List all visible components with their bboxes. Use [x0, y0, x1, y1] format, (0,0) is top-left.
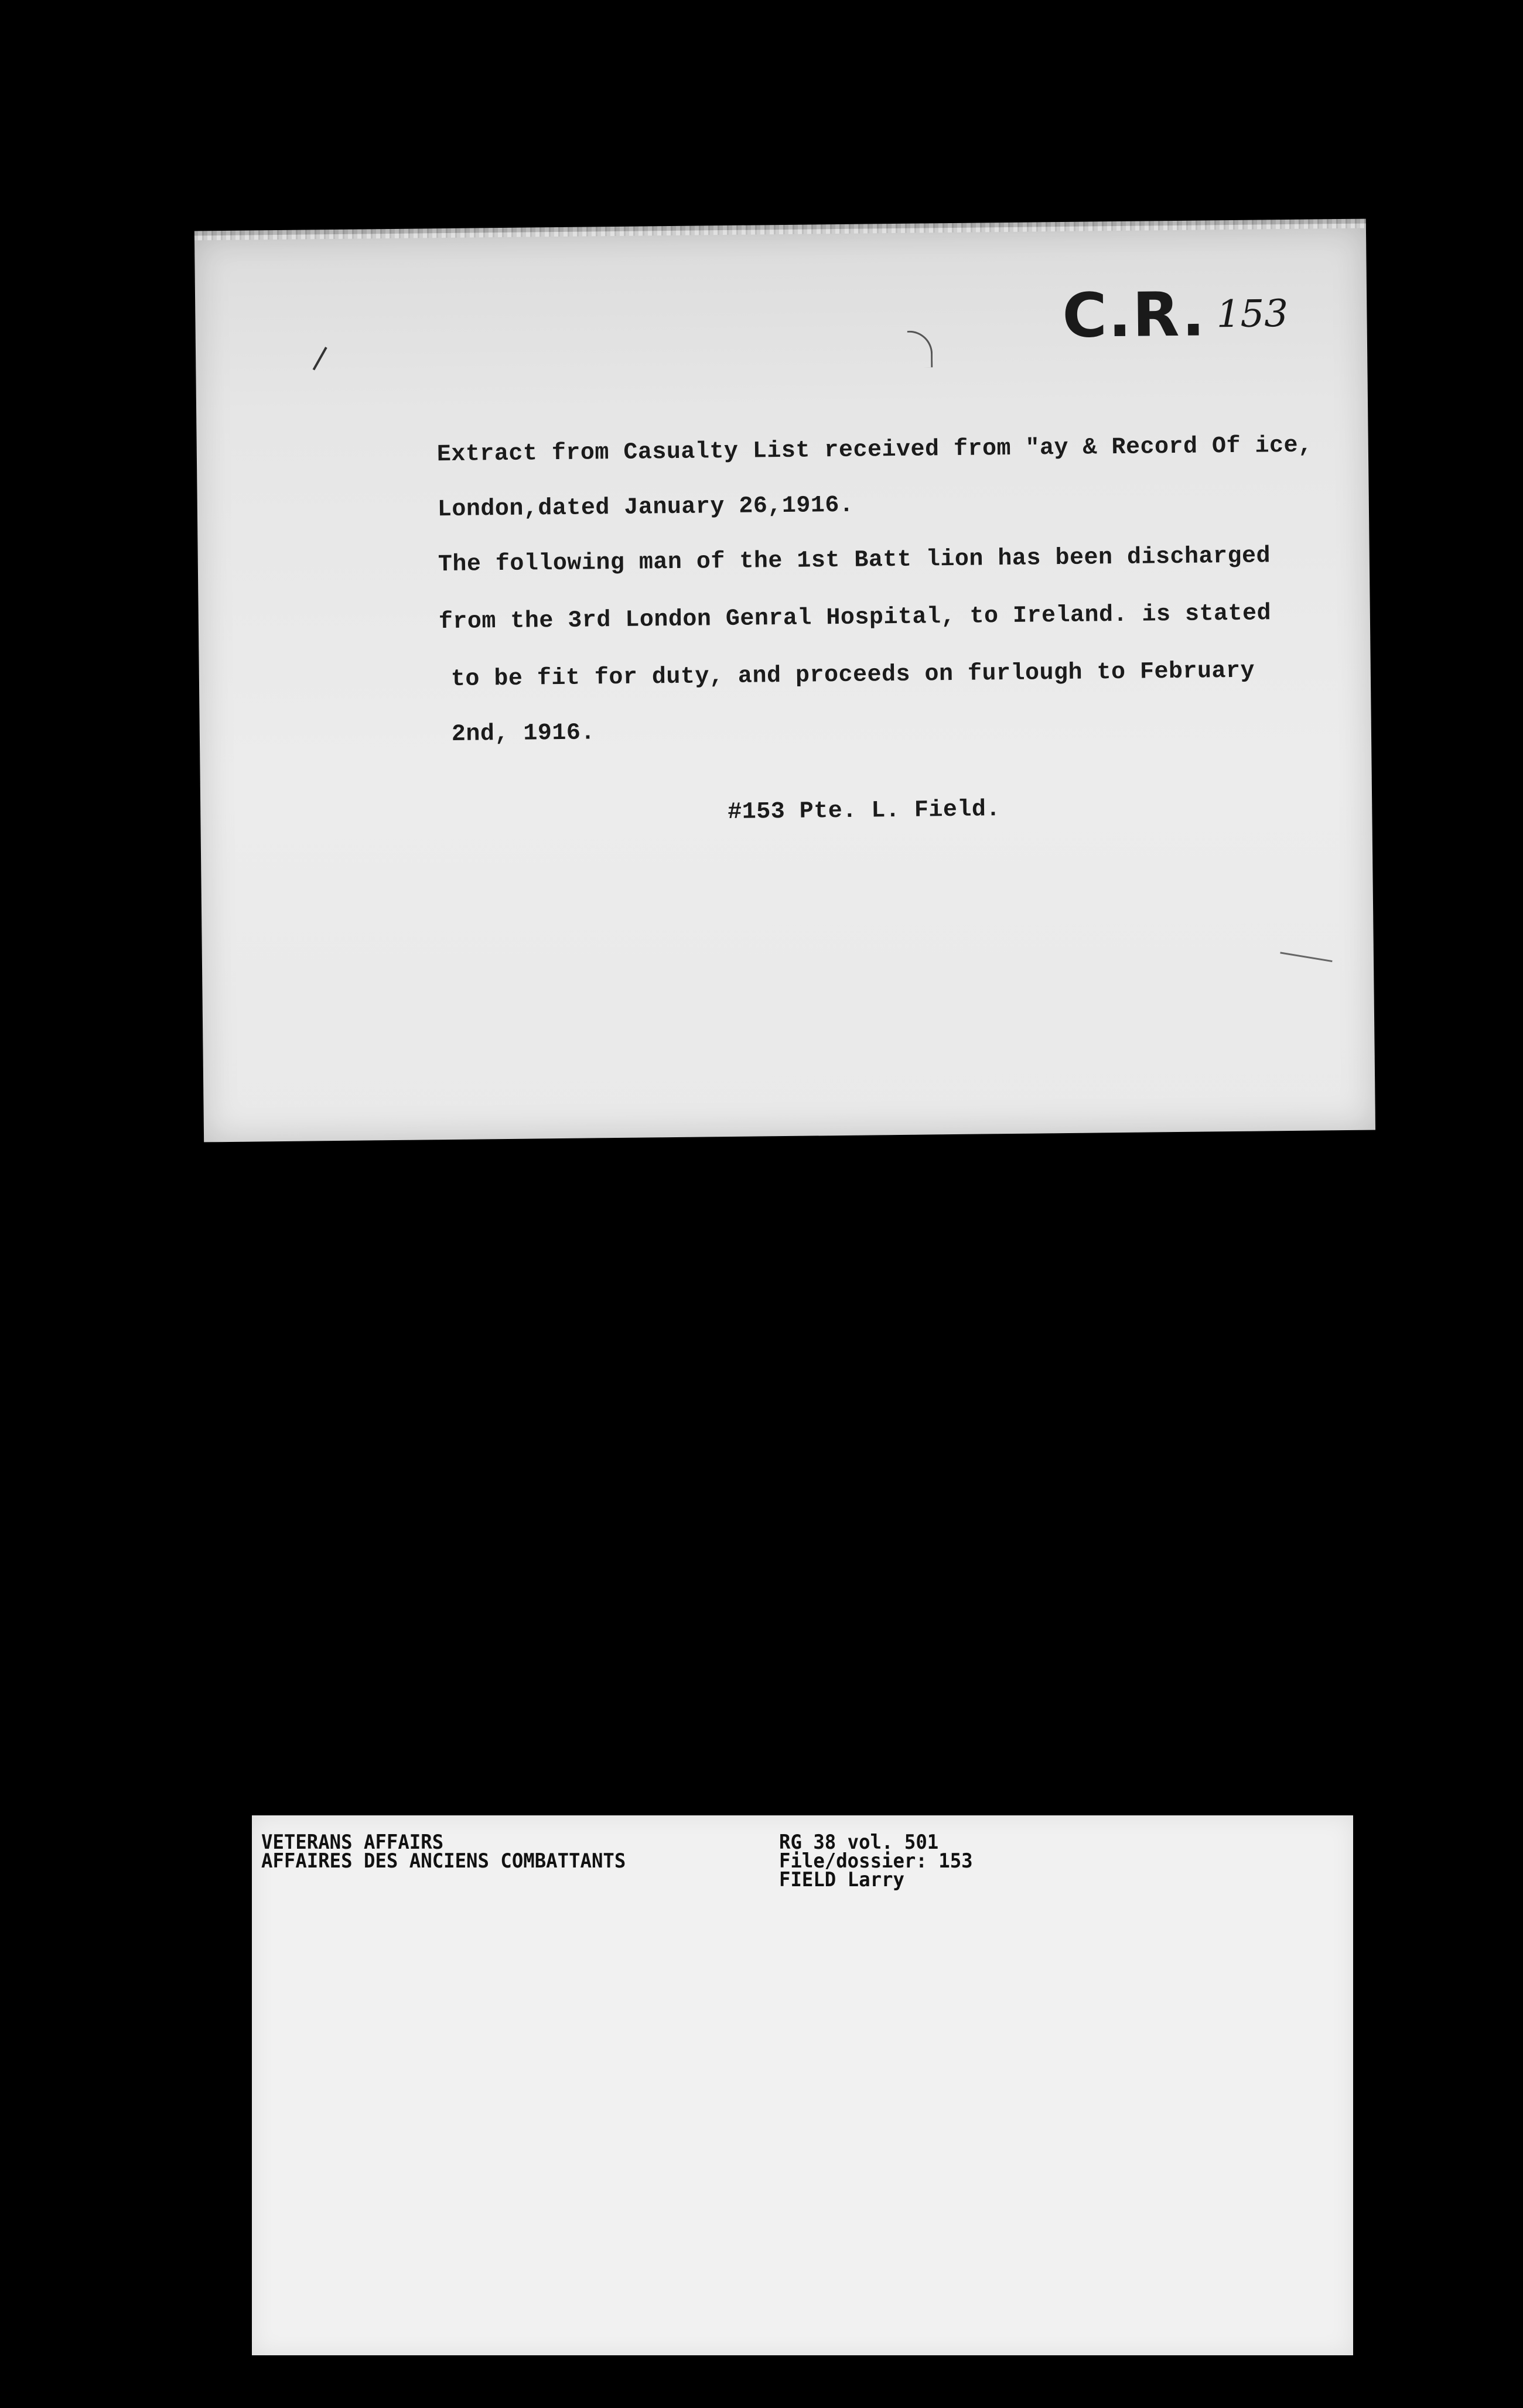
body-line: to be fit for duty, and proceeds on furlough to February	[450, 658, 1255, 693]
file-dossier-number: File/dossier: 153	[779, 1849, 973, 1873]
file-reference-number: 153	[1216, 292, 1289, 337]
typed-body	[436, 417, 1319, 844]
body-line: The following man of the 1st Batt lion has been discharged	[438, 543, 1271, 579]
person-name: FIELD Larry	[779, 1868, 904, 1891]
file-reference-handwritten	[1061, 278, 1289, 352]
department-french: AFFAIRES DES ANCIENS COMBATTANTS	[261, 1849, 626, 1873]
soldier-entry: #153 Pte. L. Field.	[728, 796, 1001, 826]
body-line: 2nd, 1916.	[451, 720, 596, 748]
pen-stroke-mark	[1280, 952, 1332, 962]
record-group-volume: RG 38 vol. 501	[779, 1831, 939, 1854]
body-line: Extract from Casualty List received from "ay & Record Of ice,	[436, 432, 1313, 468]
body-line: London,dated January 26,1916.	[437, 492, 854, 524]
archive-label-reference	[779, 1833, 973, 1889]
torn-edge	[194, 219, 1366, 241]
body-line: from the 3rd London Genral Hospital, to Ireland. is stated	[438, 600, 1272, 636]
pen-arc-mark	[907, 330, 933, 367]
document-card	[194, 224, 1375, 1143]
archive-label-card	[252, 1815, 1353, 2355]
archive-label-department	[261, 1831, 626, 1873]
file-reference-letters: C.R.	[1061, 278, 1207, 352]
department-english: VETERANS AFFAIRS	[261, 1831, 444, 1854]
pen-tick-mark	[313, 347, 327, 370]
